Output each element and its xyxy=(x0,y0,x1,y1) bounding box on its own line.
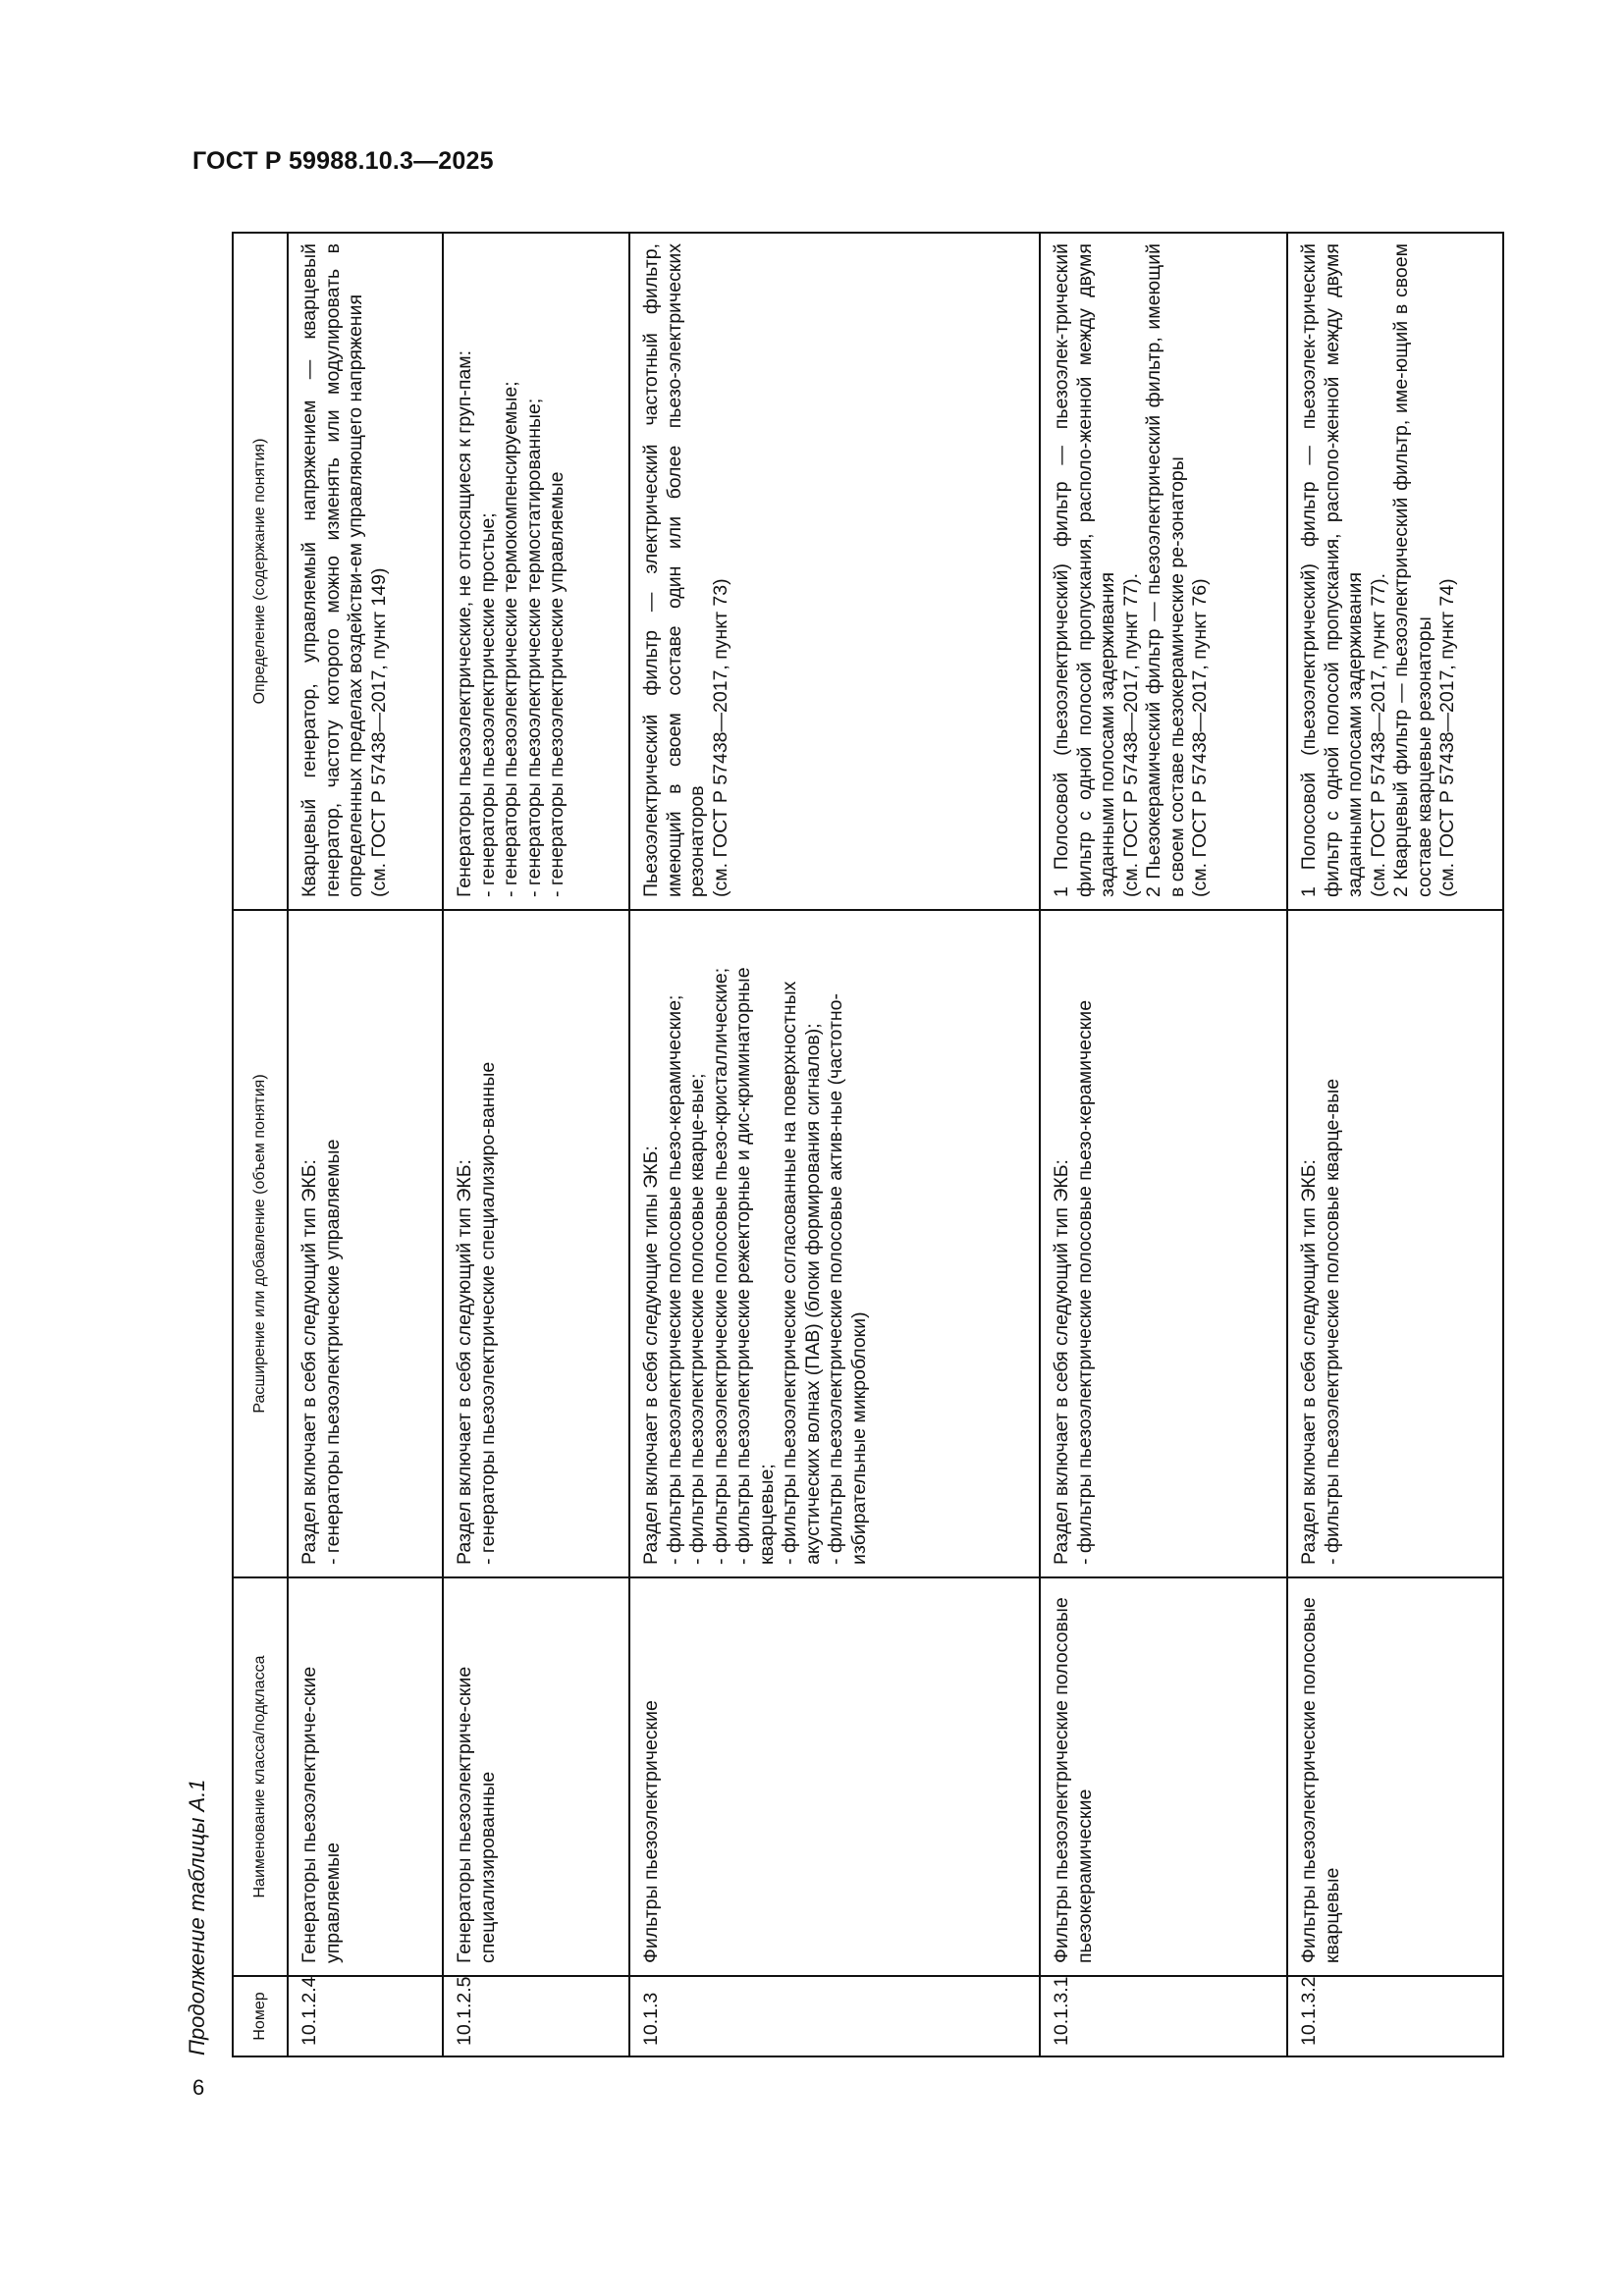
extension-line: - генераторы пьезоэлектрические управляемые xyxy=(321,1139,344,1565)
extension-line: - фильтры пьезоэлектрические полосовые пьезо-керамические; xyxy=(663,994,685,1565)
table-row xyxy=(288,233,443,2056)
definition-line: (см. ГОСТ Р 57438—2017, пункт 77). xyxy=(1119,572,1142,897)
extension-line: Раздел включает в себя следующий тип ЭКБ: xyxy=(1051,1159,1072,1565)
extension-line: - фильтры пьезоэлектрические полосовые актив-ные (частотно-избирательные микроблоки) xyxy=(825,993,870,1565)
extension-line: - фильтры пьезоэлектрические согласованные на поверхностных акустических волнах (ПАВ) (блоки формирования сигналов); xyxy=(779,981,824,1565)
extension-line: - фильтры пьезоэлектрические полосовые пьезо-кристаллические; xyxy=(709,967,731,1565)
header-extension: Расширение или добавление (объем понятия) xyxy=(233,910,288,1577)
extension-line: Раздел включает в себя следующий тип ЭКБ: xyxy=(1298,1159,1320,1565)
row-extension xyxy=(443,910,629,1577)
row-definition xyxy=(1287,233,1503,910)
extension-line: - фильтры пьезоэлектрические полосовые кварце-вые xyxy=(1321,1078,1343,1565)
definition-line: - генераторы пьезоэлектрические термокомпенсируемые; xyxy=(500,381,521,897)
extension-line: - фильтры пьезоэлектрические полосовые пьезо-керамические xyxy=(1073,999,1096,1565)
row-class-name: Фильтры пьезоэлектрические xyxy=(629,1577,1040,1976)
extension-line: - фильтры пьезоэлектрические режекторные и дис-криминаторные кварцевые; xyxy=(732,967,778,1565)
row-class-name: Генераторы пьезоэлектриче-ские специализированные xyxy=(443,1577,629,1976)
row-class-name: Генераторы пьезоэлектриче-ские управляемые xyxy=(288,1577,443,1976)
extension-line: - генераторы пьезоэлектрические специализиро-ванные xyxy=(476,1061,499,1565)
definition-line: (см. ГОСТ Р 57438—2017, пункт 76) xyxy=(1189,578,1211,897)
row-definition xyxy=(443,233,629,910)
row-number: 10.1.2.5 xyxy=(443,1976,629,2056)
definition-line: 1 Полосовой (пьезоэлектрический) фильтр — пьезоэлек-трический фильтр с одной полосой пропускания, располо-женной между двумя заданными полосами задерживания xyxy=(1051,243,1118,897)
header-number: Номер xyxy=(233,1976,288,2056)
page-number: 6 xyxy=(192,2075,205,2100)
row-definition xyxy=(629,233,1040,910)
row-number: 10.1.3.2 xyxy=(1287,1976,1503,2056)
definition-line: (см. ГОСТ Р 57438—2017, пункт 149) xyxy=(367,567,390,897)
definition-line: (см. ГОСТ Р 57438—2017, пункт 77). xyxy=(1367,572,1389,897)
extension-line: Раздел включает в себя следующий тип ЭКБ: xyxy=(298,1159,320,1565)
definition-line: Пьезоэлектрический фильтр — электрический частотный фильтр, имеющий в своем составе один или более пьезо-электрических резонаторов xyxy=(640,243,708,897)
row-extension xyxy=(1287,910,1503,1577)
table-row xyxy=(443,233,629,2056)
classification-table xyxy=(232,232,1504,2057)
definition-line: Кварцевый генератор, управляемый напряжением — кварцевый генератор, частоту которого можно изменять или модулировать в определенных пределах воздействи-ем управляющего напряжения xyxy=(298,243,366,897)
definition-line: - генераторы пьезоэлектрические простые; xyxy=(476,512,499,897)
row-class-name: Фильтры пьезоэлектрические полосовые пьезокерамические xyxy=(1040,1577,1287,1976)
table-row xyxy=(1287,233,1503,2056)
row-number: 10.1.3 xyxy=(629,1976,1040,2056)
header-class-name: Наименование класса/подкласса xyxy=(233,1577,288,1976)
definition-line: (см. ГОСТ Р 57438—2017, пункт 74) xyxy=(1436,578,1458,897)
table-header-row xyxy=(233,233,288,2056)
row-definition xyxy=(1040,233,1287,910)
classification-table-container xyxy=(232,234,1504,2057)
row-extension xyxy=(1040,910,1287,1577)
definition-line: Генераторы пьезоэлектрические, не относящиеся к груп-пам: xyxy=(454,349,475,897)
table-caption: Продолжение таблицы А.1 xyxy=(185,1779,209,2056)
row-number: 10.1.3.1 xyxy=(1040,1976,1287,2056)
definition-line: 2 Пьезокерамический фильтр — пьезоэлектрический фильтр, имеющий в своем составе пьезокерамические ре-зонаторы xyxy=(1143,243,1188,897)
row-class-name: Фильтры пьезоэлектрические полосовые кварцевые xyxy=(1287,1577,1503,1976)
table-row xyxy=(1040,233,1287,2056)
row-number: 10.1.2.4 xyxy=(288,1976,443,2056)
definition-line: 2 Кварцевый фильтр — пьезоэлектрический фильтр, име-ющий в своем составе кварцевые резонаторы xyxy=(1390,243,1435,897)
extension-line: - фильтры пьезоэлектрические полосовые кварце-вые; xyxy=(686,1073,708,1565)
row-extension xyxy=(629,910,1040,1577)
definition-line: - генераторы пьезоэлектрические управляемые xyxy=(546,471,568,897)
table-row xyxy=(629,233,1040,2056)
extension-line: Раздел включает в себя следующие типы ЭКБ: xyxy=(640,1146,662,1565)
definition-line: (см. ГОСТ Р 57438—2017, пункт 73) xyxy=(709,578,731,897)
row-definition xyxy=(288,233,443,910)
document-header: ГОСТ Р 59988.10.3—2025 xyxy=(192,147,494,175)
extension-line: Раздел включает в себя следующий тип ЭКБ: xyxy=(454,1159,475,1565)
header-definition: Определение (содержание понятия) xyxy=(233,233,288,910)
definition-line: - генераторы пьезоэлектрические термостатированные; xyxy=(522,398,545,897)
definition-line: 1 Полосовой (пьезоэлектрический) фильтр — пьезоэлек-трический фильтр с одной полосой пропускания, располо-женной между двумя заданными полосами задерживания xyxy=(1298,243,1366,897)
row-extension xyxy=(288,910,443,1577)
